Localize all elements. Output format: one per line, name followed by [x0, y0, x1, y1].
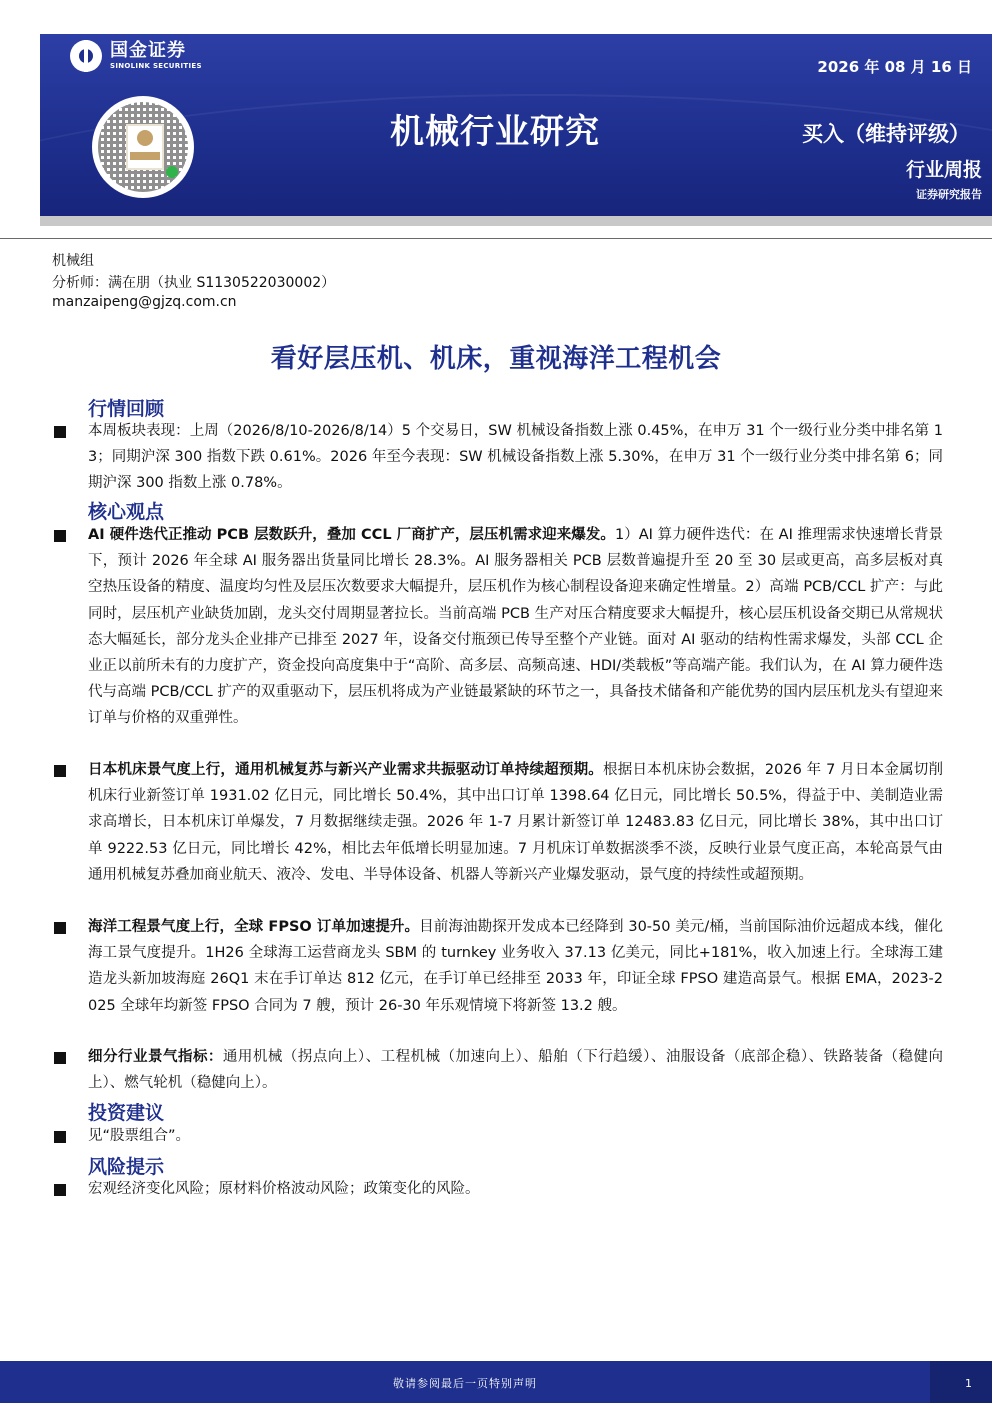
- core-point-4-heading: 细分行业景气指标：: [88, 1049, 223, 1065]
- bullet-icon: [54, 1184, 66, 1196]
- section-title-risk: 风险提示: [88, 1156, 165, 1178]
- bullet-icon: [54, 1052, 66, 1064]
- banner-shadow: [40, 216, 992, 226]
- section-title-core: 核心观点: [88, 501, 165, 523]
- qr-code-icon: [92, 96, 194, 198]
- logo-mark-icon: [70, 40, 102, 72]
- core-point-4-body: 通用机械（拐点向上）、工程机械（加速向上）、船舶（下行趋缓）、油服设备（底部企稳）、铁路装备（稳健向上）、燃气轮机（稳健向上）。: [88, 1049, 943, 1092]
- core-point-1-body: 1）AI 算力硬件迭代：在 AI 推理需求快速增长背景下，预计 2026 年全球 AI 服务器出货量同比增长 28.3%。AI 服务器相关 PCB 层数普遍提升至 20 至 30 层或更高，高多层板对真空热压设备的精度、温度均匀性及层压次数要求大幅提升，层压机作为核心制程设备迎来确定性增量。2）高端 PCB/CCL 扩产：与此同时，层压机产业缺货加剧，龙头交付周期显著拉长。当前高端 PCB 生产对压合精度要求大幅提升，核心层压机设备交期已从常规状态大幅延长，部分龙头企业排产已排至 2027 年，设备交付瓶颈已传导至整个产业链。面对 AI 驱动的结构性需求爆发，头部 CCL 企业正以前所未有的力度扩产，资金投向高度集中于“高阶、高多层、高频高速、HDI/类载板”等高端产能。我们认为，在 AI 算力硬件迭代与高端 PCB/CCL 扩产的双重驱动下，层压机将成为产业链最紧缺的环节之一，具备技术储备和产能优势的国内层压机龙头有望迎来订单与价格的双重弹性。: [88, 527, 943, 727]
- core-paragraph-1: [88, 522, 943, 732]
- risk-paragraph: 宏观经济变化风险；原材料价格波动风险；政策变化的风险。: [88, 1181, 480, 1197]
- core-point-2-body: 根据日本机床协会数据，2026 年 7 月日本金属切削机床行业新签订单 1931.02 亿日元，同比增长 50.4%，其中出口订单 1398.64 亿日元，同比增长 50.5%，得益于中、美制造业需求高增长，日本机床订单爆发，7 月数据继续走强。2026 年 1-7 月累计新签订单 12483.83 亿日元，同比增长 38%，其中出口订单 9222.53 亿日元，同比增长 42%，相比去年低增长明显加速。7 月机床订单数据淡季不淡，反映行业景气度正高，本轮高景气由通用机械复苏叠加商业航天、液冷、发电、半导体设备、机器人等新兴产业爆发驱动，景气度的持续性或超预期。: [88, 762, 944, 883]
- section-title-review: 行情回顾: [88, 398, 165, 420]
- report-title: 机械行业研究: [390, 112, 600, 152]
- report-date: 2026 年 08 月 16 日: [817, 58, 972, 76]
- bullet-icon: [54, 530, 66, 542]
- page-number: 1: [965, 1377, 972, 1390]
- core-point-3-body: 目前海油勘探开发成本已经降到 30-50 美元/桶，当前国际油价远超成本线，催化海工景气度提升。1H26 全球海工运营商龙头 SBM 的 turnkey 业务收入 37.13 亿美元，同比+181%，收入加速上行。全球海工建造龙头新加坡海庭 26Q1 末在手订单达 812 亿元，在手订单已经排至 2033 年，印证全球 FPSO 建造高景气。根据 EMA，2023-2025 全球年均新签 FPSO 合同为 7 艘，预计 26-30 年乐观情境下将新签 13.2 艘。: [88, 919, 943, 1014]
- review-paragraph: 本周板块表现：上周（2026/8/10-2026/8/14）5 个交易日，SW 机械设备指数上涨 0.45%，在申万 31 个一级行业分类中排名第 13；同期沪深 300 指数下跌 0.61%。2026 年至今表现：SW 机械设备指数上涨 5.30%，在申万 31 个一级行业分类中排名第 6；同期沪深 300 指数上涨 0.78%。: [88, 423, 943, 492]
- logo-english-name: SINOLINK SECURITIES: [110, 62, 202, 70]
- divider: [0, 238, 992, 239]
- core-point-1-heading: AI 硬件迭代正推动 PCB 层数跃升，叠加 CCL 厂商扩产，层压机需求迎来爆发。: [88, 527, 615, 543]
- bullet-icon: [54, 922, 66, 934]
- leaf-icon: [166, 166, 178, 178]
- core-paragraph-2: [88, 757, 943, 888]
- headline: 看好层压机、机床，重视海洋工程机会: [270, 344, 722, 374]
- logo-chinese-name: 国金证券: [110, 40, 186, 61]
- core-paragraph-3: [88, 914, 943, 1019]
- header-banner: [40, 34, 992, 220]
- report-subtype: 证券研究报告: [916, 188, 982, 201]
- bullet-icon: [54, 765, 66, 777]
- footer-bar: [0, 1361, 992, 1403]
- invest-paragraph: 见“股票组合”。: [88, 1128, 191, 1144]
- core-point-2-heading: 日本机床景气度上行，通用机械复苏与新兴产业需求共振驱动订单持续超预期。: [88, 762, 604, 778]
- research-group: 机械组: [52, 253, 94, 269]
- footer-disclaimer[interactable]: 敬请参阅最后一页特别声明: [393, 1377, 537, 1390]
- company-logo: [70, 40, 202, 72]
- core-point-3-heading: 海洋工程景气度上行，全球 FPSO 订单加速提升。: [88, 919, 420, 935]
- footer-page-block: [930, 1361, 992, 1403]
- report-type: 行业周报: [905, 159, 982, 181]
- section-title-invest: 投资建议: [88, 1102, 165, 1124]
- bullet-icon: [54, 426, 66, 438]
- qr-center-logo-icon: [126, 124, 164, 170]
- rating: 买入（维持评级）: [802, 122, 970, 146]
- core-paragraph-4: [88, 1044, 943, 1096]
- analyst-info: 分析师：满在朋（执业 S1130522030002）: [52, 275, 336, 291]
- bullet-icon: [54, 1131, 66, 1143]
- analyst-email[interactable]: manzaipeng@gjzq.com.cn: [52, 294, 237, 310]
